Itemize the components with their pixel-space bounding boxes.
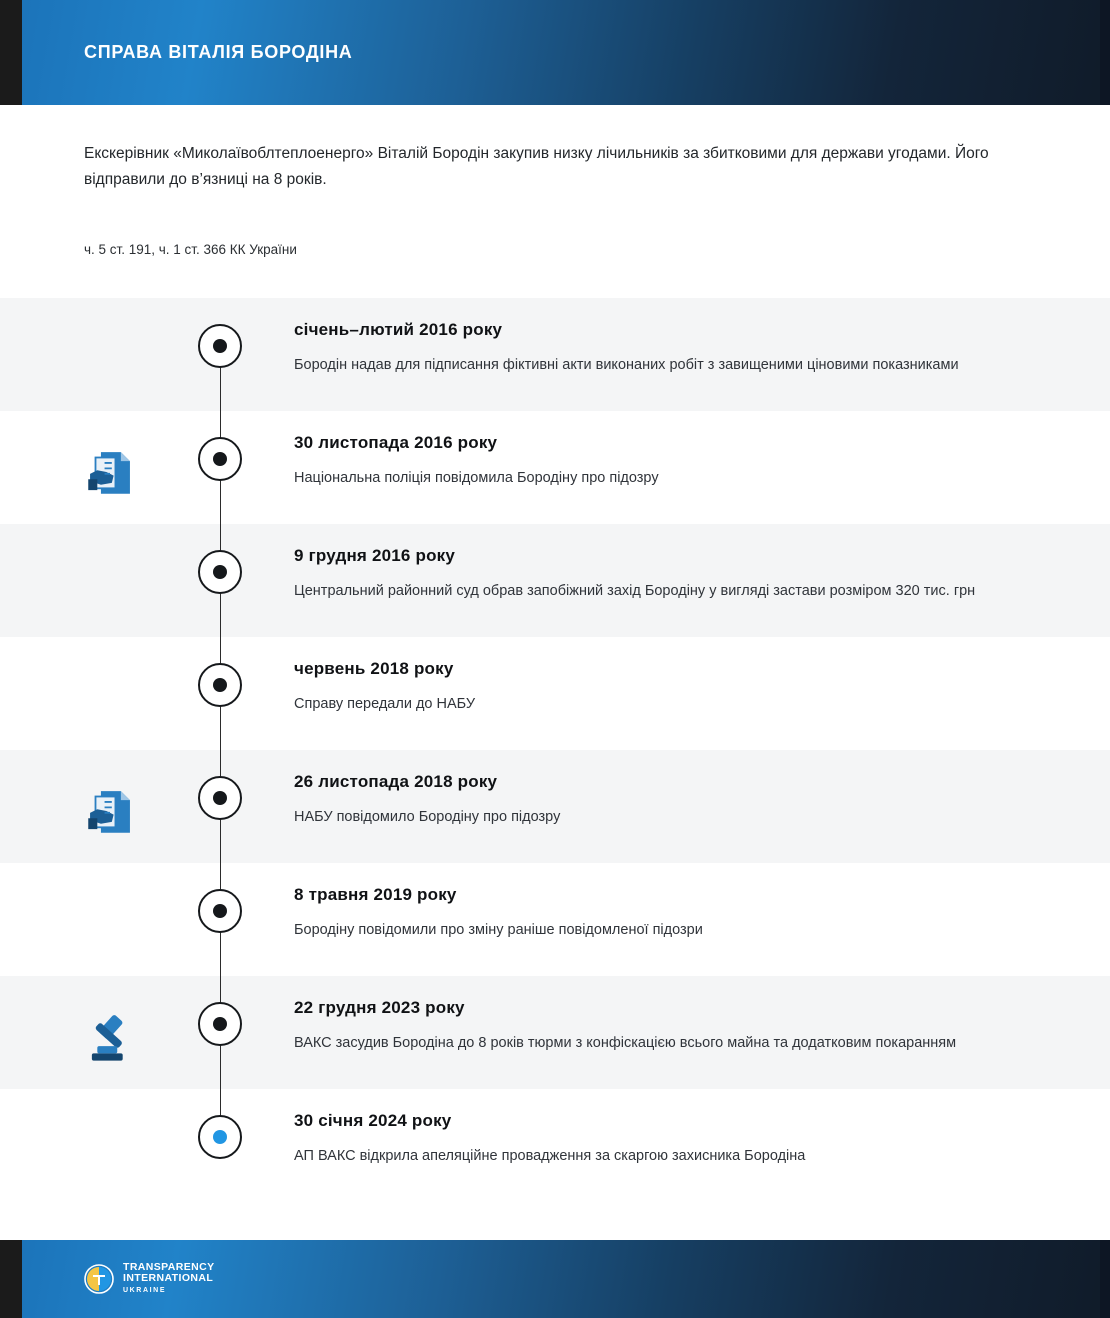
timeline-event: [0, 524, 1110, 637]
timeline-event-description: НАБУ повідомило Бородіну про підозру: [294, 809, 561, 825]
timeline-event: [0, 976, 1110, 1089]
timeline-event-date: 8 травня 2019 року: [294, 885, 457, 904]
timeline-event: [0, 1089, 1110, 1202]
intro-section: [0, 105, 1110, 261]
timeline-event-date: червень 2018 року: [294, 659, 454, 678]
timeline: [0, 298, 1110, 1202]
timeline-event-content: [294, 320, 1110, 378]
timeline-marker: [198, 324, 242, 368]
timeline-event-content: [294, 1111, 1110, 1169]
timeline-event-content: [294, 772, 1110, 830]
timeline-event-date: 9 грудня 2016 року: [294, 546, 456, 565]
transparency-international-logo: [0, 1262, 215, 1296]
timeline-event-content: [294, 546, 1110, 604]
timeline-marker: [198, 437, 242, 481]
timeline-marker-dot: [213, 452, 227, 466]
timeline-icon-empty: [0, 1111, 220, 1121]
ti-logo-line2: INTERNATIONAL: [123, 1272, 214, 1284]
timeline-marker-dot: [213, 678, 227, 692]
document-hand-icon: [0, 433, 220, 501]
ti-logo-text: [123, 1262, 215, 1296]
timeline-event-content: [294, 885, 1110, 943]
page-header: [0, 0, 1110, 105]
timeline-event: [0, 750, 1110, 863]
timeline-event-date: 30 січня 2024 року: [294, 1111, 452, 1130]
timeline-event-description: АП ВАКС відкрила апеляційне провадження за скаргою захисника Бородіна: [294, 1148, 806, 1164]
ti-logo-line1: TRANSPARENCY: [123, 1261, 215, 1273]
timeline-event-date: січень–лютий 2016 року: [294, 320, 503, 339]
document-hand-icon: [0, 772, 220, 840]
timeline-icon-empty: [0, 659, 220, 669]
timeline-event: [0, 863, 1110, 976]
timeline-marker-dot: [213, 904, 227, 918]
timeline-event-date: 22 грудня 2023 року: [294, 998, 465, 1017]
timeline-icon-empty: [0, 885, 220, 895]
timeline-event-date: 26 листопада 2018 року: [294, 772, 498, 791]
page-title: СПРАВА ВІТАЛІЯ БОРОДІНА: [84, 42, 353, 62]
timeline-marker-dot: [213, 565, 227, 579]
timeline-marker: [198, 663, 242, 707]
timeline-event-content: [294, 998, 1110, 1056]
timeline-marker: [198, 1002, 242, 1046]
timeline-event-description: Бородін надав для підписання фіктивні акти виконаних робіт з завищеними ціновими показниками: [294, 357, 959, 373]
timeline-marker: [198, 889, 242, 933]
timeline-event: [0, 411, 1110, 524]
timeline-marker: [198, 1115, 242, 1159]
timeline-event-content: [294, 433, 1110, 491]
timeline-event-description: Національна поліція повідомила Бородіну про підозру: [294, 470, 659, 486]
intro-lead-text: Екскерівник «Миколаївоблтеплоенерго» Віталій Бородін закупив низку лічильників за збитковими для держави угодами. Його відправили до в’язниці на 8 років.: [84, 145, 989, 188]
timeline-event-description: Бородіну повідомили про зміну раніше повідомленої підозри: [294, 922, 703, 938]
timeline-event-content: [294, 659, 1110, 717]
timeline-marker-dot: [213, 1017, 227, 1031]
timeline-marker-dot: [213, 791, 227, 805]
timeline-event-description: Центральний районний суд обрав запобіжний захід Бородіну у вигляді застави розміром 320 тис. грн: [294, 583, 976, 599]
gavel-icon: [0, 998, 220, 1066]
timeline-event-description: Справу передали до НАБУ: [294, 696, 476, 712]
timeline-marker-dot: [213, 1130, 227, 1144]
timeline-marker-dot: [213, 339, 227, 353]
timeline-event: [0, 637, 1110, 750]
timeline-icon-empty: [0, 546, 220, 556]
ti-logo-line3: UKRAINE: [123, 1287, 167, 1294]
ti-logo-mark-icon: [84, 1264, 114, 1294]
timeline-marker: [198, 776, 242, 820]
timeline-event: [0, 298, 1110, 411]
intro-law-reference: ч. 5 ст. 191, ч. 1 ст. 366 КК України: [84, 242, 297, 257]
timeline-icon-empty: [0, 320, 220, 330]
timeline-event-date: 30 листопада 2016 року: [294, 433, 498, 452]
timeline-event-description: ВАКС засудив Бородіна до 8 років тюрми з конфіскацією всього майна та додатковим покаранням: [294, 1035, 957, 1051]
timeline-marker: [198, 550, 242, 594]
page-footer: [0, 1240, 1110, 1318]
